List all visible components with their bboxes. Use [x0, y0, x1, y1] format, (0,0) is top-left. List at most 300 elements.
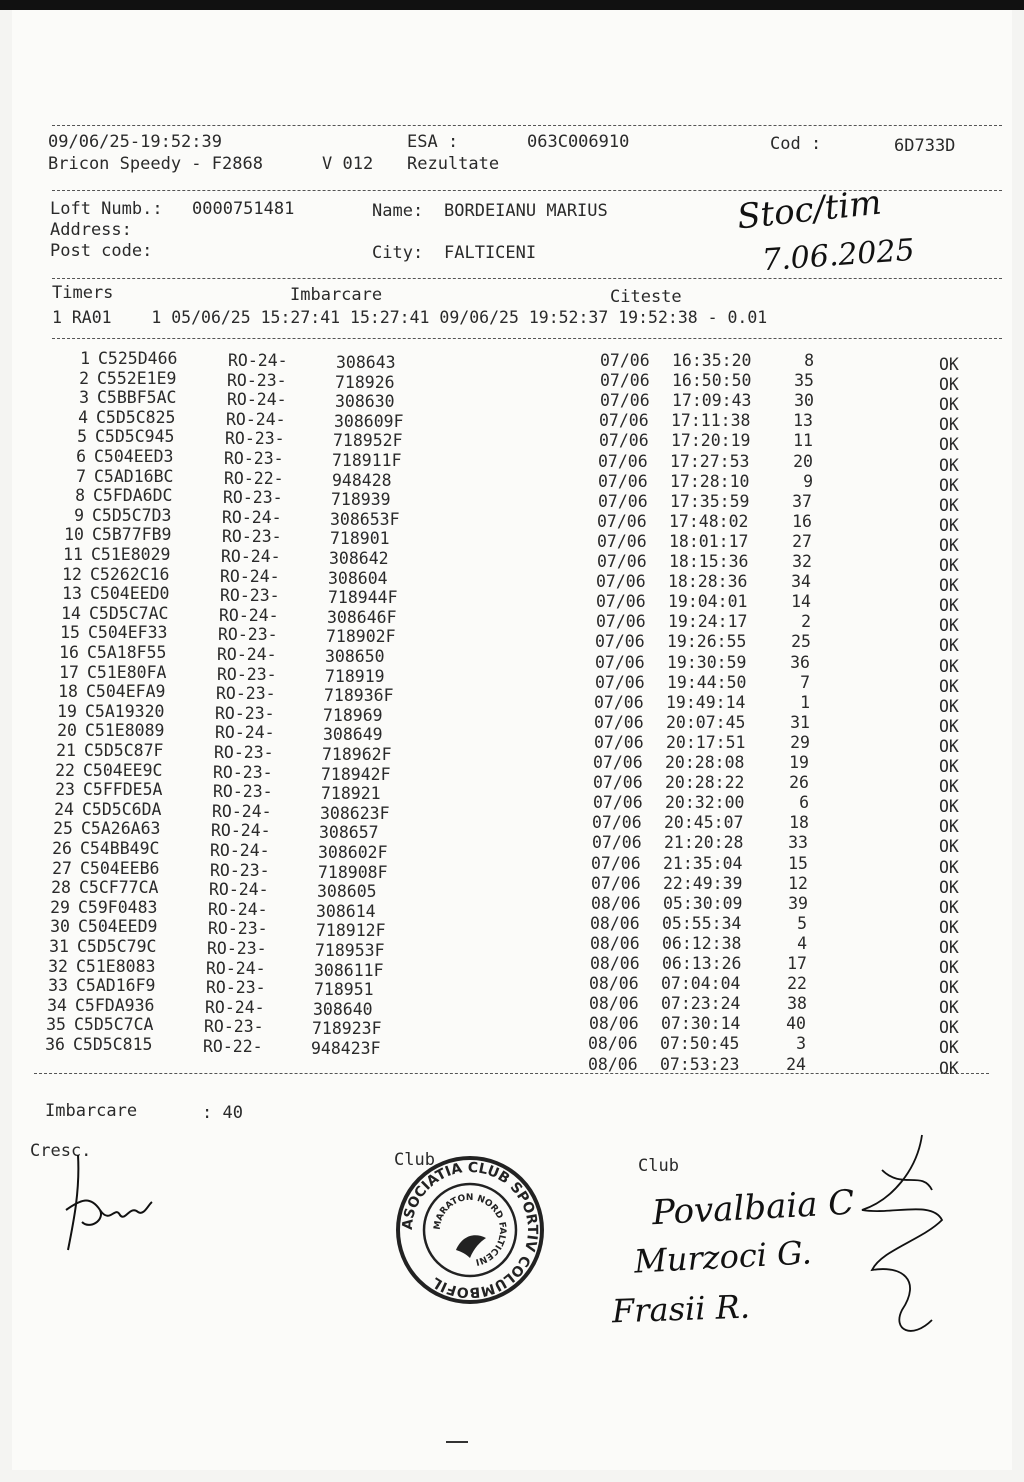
ring-number: 718919: [325, 666, 385, 686]
position: 38: [787, 994, 807, 1014]
club-label-1: Club: [394, 1150, 435, 1170]
position: 37: [792, 491, 812, 511]
ring-prefix: RO-23-: [222, 527, 282, 547]
name-value: BORDEIANU MARIUS: [444, 201, 608, 221]
arrival-time: 16:50:50: [672, 371, 752, 391]
ring-prefix: RO-24-: [222, 507, 282, 527]
arrival-time: 17:09:43: [672, 391, 752, 411]
position: 27: [792, 531, 812, 551]
ring-prefix: RO-23-: [210, 860, 270, 880]
row-number: 36: [45, 1035, 65, 1054]
arrival-date: 07/06: [594, 712, 644, 732]
ring-number: 718921: [321, 784, 381, 804]
mode-label: Rezultate: [407, 154, 500, 174]
ring-number: 718923F: [312, 1019, 382, 1039]
arrival-time: 17:27:53: [670, 451, 750, 471]
row-number: 1: [80, 349, 90, 368]
ring-prefix: RO-24-: [217, 645, 277, 664]
arrival-time: 05:30:09: [663, 893, 743, 913]
device-name: Bricon Speedy - F2868: [48, 154, 263, 174]
ring-prefix: RO-23-: [206, 978, 266, 998]
position: 26: [789, 773, 809, 793]
arrival-time: 19:49:14: [666, 692, 746, 712]
ring-prefix: RO-24-: [226, 409, 286, 429]
position: 25: [791, 632, 811, 652]
status: OK: [939, 596, 959, 616]
arrival-time: 20:45:07: [664, 813, 744, 833]
ring-number: 308650: [325, 647, 385, 666]
status: OK: [939, 375, 959, 395]
ring-number: 308646F: [327, 607, 397, 627]
status: OK: [939, 515, 959, 535]
city-value: FALTICENI: [444, 243, 537, 263]
arrival-date: 07/06: [592, 813, 642, 833]
ring-number: 718951: [314, 980, 374, 1000]
arrival-time: 06:12:38: [662, 933, 742, 953]
ring-number: 308653F: [330, 509, 400, 529]
arrival-date: 07/06: [596, 592, 646, 612]
ring-prefix: RO-24-: [212, 801, 272, 821]
chip-id: C5A26A63: [81, 819, 161, 839]
timers-read-label: Citeste: [610, 287, 682, 307]
status: OK: [939, 958, 959, 977]
arrival-date: 07/06: [600, 391, 650, 411]
loft-value: 0000751481: [192, 199, 295, 219]
position: 35: [794, 371, 814, 391]
svg-text:ASOCIATIA CLUB SPORTIV COLUMBO: [400, 1160, 540, 1300]
position: 32: [792, 552, 812, 571]
position: 15: [788, 853, 808, 873]
arrival-time: 19:24:17: [668, 612, 748, 632]
club-label-2: Club: [638, 1156, 679, 1176]
position: 3: [796, 1034, 806, 1054]
position: 30: [794, 391, 814, 411]
row-number: 23: [55, 780, 75, 800]
status: OK: [939, 395, 959, 415]
arrival-date: 08/06: [590, 933, 640, 953]
arrival-time: 07:53:23: [660, 1054, 740, 1074]
ring-prefix: RO-23-: [214, 743, 274, 762]
ring-prefix: RO-23-: [213, 762, 273, 782]
row-number: 24: [54, 799, 74, 819]
arrival-time: 17:20:19: [671, 431, 751, 451]
arrival-date: 08/06: [589, 974, 639, 994]
ring-number: 948423F: [311, 1039, 381, 1058]
arrival-date: 07/06: [595, 672, 645, 692]
club-stamp: [390, 1150, 550, 1310]
chip-id: C5D5C6DA: [82, 799, 162, 819]
position: 19: [789, 753, 809, 772]
arrival-date: 07/06: [596, 612, 646, 632]
chip-id: C5D5C825: [96, 407, 176, 427]
status: OK: [939, 817, 959, 837]
arrival-time: 21:20:28: [664, 833, 744, 853]
chip-id: C5AD16BC: [94, 466, 174, 486]
ring-prefix: RO-24-: [211, 821, 271, 841]
status: OK: [939, 978, 959, 998]
ring-number: 948428: [332, 470, 392, 490]
chip-id: C5FDA6DC: [93, 486, 173, 506]
header-datetime: 09/06/25-19:52:39: [48, 132, 222, 152]
status: OK: [939, 576, 959, 596]
club-signature-3: Frasii R.: [611, 1287, 751, 1331]
chip-id: C504EED0: [90, 584, 170, 604]
ring-prefix: RO-23-: [223, 488, 283, 508]
ring-prefix: RO-24-: [209, 880, 269, 900]
arrival-time: 19:04:01: [668, 592, 748, 612]
status: OK: [939, 777, 959, 797]
chip-id: C5D5C87F: [84, 741, 164, 760]
ring-prefix: RO-23-: [207, 939, 267, 958]
chip-id: C5FFDE5A: [83, 780, 163, 800]
arrival-time: 17:11:38: [671, 411, 751, 431]
arrival-time: 20:28:08: [665, 753, 745, 772]
row-number: 17: [59, 662, 79, 682]
position: 40: [786, 1014, 806, 1034]
arrival-time: 16:35:20: [672, 351, 752, 370]
ring-prefix: RO-23-: [220, 586, 280, 606]
ring-prefix: RO-24-: [206, 958, 266, 978]
position: 36: [790, 652, 810, 672]
position: 39: [788, 893, 808, 913]
chip-id: C59F0483: [78, 897, 158, 917]
ring-number: 308605: [317, 882, 377, 902]
row-number: 30: [50, 917, 70, 937]
chip-id: C525D466: [98, 349, 178, 368]
row-number: 29: [50, 897, 70, 917]
arrival-time: 07:30:14: [661, 1014, 741, 1034]
status: OK: [939, 877, 959, 897]
arrival-date: 07/06: [597, 531, 647, 551]
chip-id: C5CF77CA: [79, 878, 159, 898]
ring-number: 718912F: [316, 921, 386, 941]
arrival-date: 07/06: [595, 652, 645, 672]
arrival-time: 18:01:17: [669, 531, 749, 551]
ring-number: 718902F: [326, 627, 396, 647]
printout-sheet: [12, 10, 1012, 1470]
arrival-date: 07/06: [600, 371, 650, 391]
chip-id: C54BB49C: [80, 839, 160, 858]
status: OK: [939, 917, 959, 937]
ring-number: 718944F: [328, 588, 398, 608]
row-number: 8: [75, 486, 85, 506]
row-number: 12: [62, 564, 82, 584]
arrival-time: 20:28:22: [665, 773, 745, 793]
arrival-date: 08/06: [589, 994, 639, 1014]
chip-id: C5B77FB9: [92, 525, 172, 545]
arrival-date: 07/06: [600, 351, 650, 370]
status: OK: [939, 455, 959, 475]
arrival-time: 20:32:00: [665, 793, 745, 813]
status: OK: [939, 736, 959, 756]
ring-prefix: RO-24-: [221, 547, 281, 566]
chip-id: C5262C16: [90, 564, 170, 584]
ring-number: 718962F: [322, 745, 392, 764]
arrival-date: 07/06: [596, 572, 646, 592]
row-number: 2: [79, 368, 89, 388]
ring-number: 308649: [323, 725, 383, 745]
row-number: 5: [77, 427, 87, 447]
position: 9: [803, 471, 813, 491]
position: 8: [804, 351, 814, 370]
breeder-label: Cresc.: [30, 1141, 92, 1161]
status: OK: [939, 676, 959, 696]
arrival-time: 17:48:02: [669, 511, 749, 531]
position: 17: [787, 954, 807, 973]
arrival-date: 08/06: [590, 954, 640, 973]
status: OK: [939, 435, 959, 455]
arrival-time: 05:55:34: [662, 913, 742, 933]
status: OK: [939, 998, 959, 1018]
arrival-time: 19:26:55: [667, 632, 747, 652]
ring-prefix: RO-23-: [213, 782, 273, 802]
ring-number: 308623F: [320, 803, 390, 823]
loft-label: Loft Numb.:: [50, 199, 163, 219]
position: 5: [797, 913, 807, 933]
ring-prefix: RO-23-: [217, 664, 277, 684]
address-label: Address:: [50, 220, 132, 240]
scan-top-edge: [0, 0, 1024, 10]
chip-id: C5AD16F9: [76, 976, 156, 996]
chip-id: C5D5C815: [73, 1035, 153, 1054]
position: 24: [786, 1054, 806, 1074]
chip-id: C552E1E9: [97, 368, 177, 388]
ring-number: 308611F: [314, 960, 384, 980]
arrival-date: 07/06: [598, 451, 648, 471]
row-number: 31: [49, 937, 69, 956]
row-number: 4: [78, 407, 88, 427]
ring-number: 308630: [335, 392, 395, 412]
chip-id: C5FDA936: [75, 995, 155, 1015]
cod-value: 6D733D: [894, 136, 956, 156]
position: 12: [788, 873, 808, 893]
breeder-signature: [60, 1150, 160, 1260]
row-number: 33: [48, 976, 68, 996]
separator-bottom: [34, 1073, 989, 1074]
esa-value: 063C006910: [527, 132, 630, 152]
ring-prefix: RO-24-: [228, 351, 288, 370]
esa-label: ESA :: [407, 132, 459, 152]
status: OK: [939, 716, 959, 736]
row-number: 27: [52, 858, 72, 878]
status: OK: [939, 1058, 959, 1078]
chip-id: C51E8029: [91, 545, 171, 564]
arrival-date: 07/06: [599, 431, 649, 451]
arrival-date: 07/06: [593, 773, 643, 793]
position: 2: [801, 612, 811, 632]
status: OK: [939, 797, 959, 817]
position: 16: [792, 511, 812, 531]
status: OK: [939, 656, 959, 676]
ring-number: 308642: [329, 549, 389, 568]
chip-id: C504EE9C: [83, 760, 163, 780]
ring-prefix: RO-24-: [219, 605, 279, 625]
city-label: City:: [372, 243, 424, 263]
ring-prefix: RO-23-: [216, 684, 276, 704]
arrival-time: 07:50:45: [660, 1034, 740, 1054]
ring-prefix: RO-23-: [227, 370, 287, 390]
position: 33: [788, 833, 808, 853]
status: OK: [939, 696, 959, 716]
ring-number: 718901: [330, 529, 390, 549]
status: OK: [939, 1018, 959, 1038]
row-number: 16: [59, 643, 79, 662]
ring-number: 308604: [328, 568, 388, 588]
chip-id: C504EED9: [78, 917, 158, 937]
arrival-date: 07/06: [592, 833, 642, 853]
position: 22: [787, 974, 807, 994]
position: 11: [793, 431, 813, 451]
chip-id: C5A19320: [85, 701, 165, 721]
arrival-date: 07/06: [597, 511, 647, 531]
ring-prefix: RO-24-: [208, 899, 268, 919]
chip-id: C51E8083: [76, 956, 156, 976]
ring-number: 718953F: [315, 941, 385, 960]
arrival-time: 07:23:24: [661, 994, 741, 1014]
row-number: 32: [48, 956, 68, 976]
row-number: 25: [53, 819, 73, 839]
arrival-time: 06:13:26: [662, 954, 742, 973]
chip-id: C5D5C7CA: [74, 1015, 154, 1035]
ring-number: 718911F: [332, 451, 402, 470]
status: OK: [939, 495, 959, 515]
status: OK: [939, 757, 959, 776]
ring-prefix: RO-22-: [203, 1037, 263, 1056]
arrival-date: 07/06: [591, 873, 641, 893]
status: OK: [939, 556, 959, 575]
status: OK: [939, 937, 959, 957]
status: OK: [939, 857, 959, 877]
arrival-date: 07/06: [591, 853, 641, 873]
ring-prefix: RO-23-: [218, 625, 278, 645]
row-number: 15: [60, 623, 80, 643]
row-number: 3: [79, 388, 89, 408]
arrival-date: 07/06: [594, 732, 644, 752]
status: OK: [939, 837, 959, 857]
ring-prefix: RO-23-: [224, 449, 284, 468]
chip-id: C51E8089: [85, 721, 165, 741]
status: OK: [939, 636, 959, 656]
cod-label: Cod :: [770, 134, 822, 154]
arrival-time: 19:44:50: [667, 672, 747, 692]
ring-prefix: RO-23-: [215, 703, 275, 723]
row-number: 18: [58, 682, 78, 702]
chip-id: C5BBF5AC: [97, 388, 177, 408]
chip-id: C504EF33: [88, 623, 168, 643]
chip-id: C5D5C79C: [77, 937, 157, 956]
separator-3: [52, 278, 1002, 279]
row-number: 22: [55, 760, 75, 780]
club-signature-1: Povalbaia C: [651, 1182, 856, 1234]
arrival-date: 07/06: [593, 753, 643, 772]
ring-prefix: RO-24-: [215, 723, 275, 743]
arrival-date: 08/06: [590, 913, 640, 933]
arrival-date: 07/06: [593, 793, 643, 813]
chip-id: C504EEB6: [80, 858, 160, 878]
row-number: 7: [76, 466, 86, 486]
ring-prefix: RO-23-: [204, 1017, 264, 1037]
ring-number: 718952F: [333, 431, 403, 451]
arrival-date: 08/06: [589, 1014, 639, 1034]
ring-prefix: RO-23-: [225, 429, 285, 449]
ring-number: 308602F: [318, 843, 388, 862]
arrival-time: 17:28:10: [670, 471, 750, 491]
row-number: 20: [57, 721, 77, 741]
timers-embark-label: Imbarcare: [290, 285, 383, 305]
position: 18: [789, 813, 809, 833]
ring-number: 718908F: [318, 862, 388, 882]
arrival-date: 08/06: [588, 1054, 638, 1074]
status: OK: [939, 1038, 959, 1058]
arrival-time: 18:15:36: [669, 552, 749, 571]
ring-prefix: RO-24-: [210, 841, 270, 860]
stamp-inner-text: MARATON NORD FALTICENI: [432, 1192, 508, 1267]
ring-prefix: RO-24-: [220, 566, 280, 586]
ring-number: 308614: [316, 901, 376, 921]
arrival-time: 20:07:45: [666, 712, 746, 732]
stamp-outer-text: ASOCIATIA CLUB SPORTIV COLUMBOFIL: [399, 1159, 541, 1301]
arrival-date: 07/06: [598, 491, 648, 511]
club-signature-2: Murzoci G.: [633, 1233, 813, 1281]
arrival-time: 22:49:39: [663, 873, 743, 893]
footer-embark-label: Imbarcare: [45, 1101, 138, 1121]
chip-id: C5D5C945: [95, 427, 175, 447]
row-number: 26: [52, 839, 72, 858]
row-number: 19: [57, 701, 77, 721]
row-number: 11: [63, 545, 83, 564]
club-scribble-signature: [822, 1130, 962, 1360]
status: OK: [939, 355, 959, 374]
arrival-date: 07/06: [595, 632, 645, 652]
arrival-date: 07/06: [598, 471, 648, 491]
status: OK: [939, 475, 959, 495]
arrival-date: 08/06: [588, 1034, 638, 1054]
chip-id: C5A18F55: [87, 643, 167, 662]
arrival-time: 18:28:36: [668, 572, 748, 592]
row-number: 14: [61, 603, 81, 623]
status: OK: [939, 415, 959, 435]
arrival-date: 07/06: [594, 692, 644, 712]
row-number: 13: [62, 584, 82, 604]
ring-number: 718942F: [321, 764, 391, 784]
arrival-time: 07:04:04: [661, 974, 741, 994]
chip-id: C5D5C7AC: [89, 603, 169, 623]
bottom-mark: [446, 1441, 468, 1443]
name-label: Name:: [372, 201, 424, 221]
postcode-label: Post code:: [50, 241, 153, 261]
ring-prefix: RO-24-: [227, 390, 287, 410]
handwritten-note: Stoc/tim: [735, 182, 884, 238]
chip-id: C5D5C7D3: [92, 505, 172, 525]
arrival-date: 08/06: [591, 893, 641, 913]
ring-prefix: RO-22-: [224, 468, 284, 488]
ring-number: 718926: [335, 372, 395, 392]
ring-prefix: RO-24-: [205, 997, 265, 1017]
footer-embark-value: : 40: [202, 1103, 243, 1123]
position: 13: [793, 411, 813, 431]
ring-number: 308657: [319, 823, 379, 843]
status: OK: [939, 616, 959, 636]
position: 14: [791, 592, 811, 612]
timers-label: Timers: [52, 283, 114, 303]
ring-number: 308609F: [334, 411, 404, 431]
row-number: 10: [64, 525, 84, 545]
chip-id: C504EFA9: [86, 682, 166, 702]
position: 4: [797, 933, 807, 953]
ring-number: 718969: [323, 705, 383, 725]
status: OK: [939, 535, 959, 555]
ring-number: 308640: [313, 999, 373, 1019]
